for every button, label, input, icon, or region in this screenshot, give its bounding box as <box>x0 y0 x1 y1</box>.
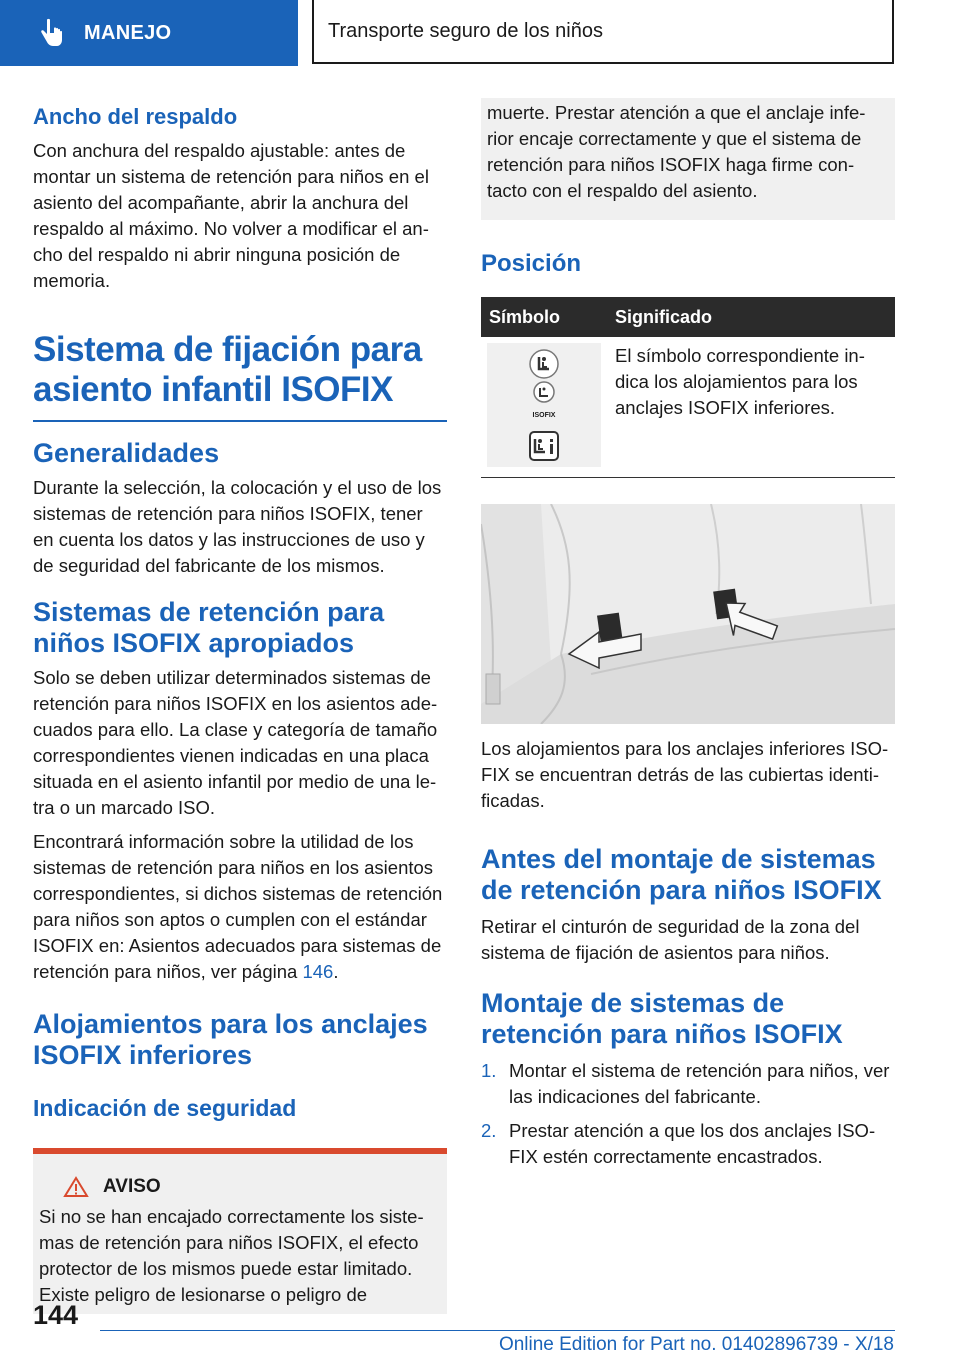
steps-list <box>481 1058 895 1170</box>
step-number: 1. <box>481 1060 497 1081</box>
steering-hand-icon <box>38 18 64 48</box>
warning-cont-text: muerte. Prestar atención a que el anclaje inferior encaje correctamente y que el sistema de retención para niños ISOFIX haga firme contacto con el respaldo del asiento. <box>487 102 866 201</box>
step-number: 2. <box>481 1120 497 1141</box>
list-item <box>481 1058 895 1110</box>
apropiados-text-1: Solo se deben utilizar determinados sistemas de retención para niños ISOFIX en los asientos adecuados para ello. La clase y categoría de tamaño correspondientes vienen indicadas en una placa situada en el asiento infantil por medio de una letra o un marcado ISO. <box>33 667 438 818</box>
heading-rule <box>33 420 447 422</box>
list-item <box>481 1118 895 1170</box>
antes-heading: Antes del montaje de sistemas de retención para niños ISOFIX <box>481 844 882 905</box>
generalidades-heading: Generalidades <box>33 438 220 468</box>
warning-label: AVISO <box>103 1176 161 1197</box>
section-tab[interactable] <box>0 0 298 66</box>
step-text: Montar el sistema de retención para niños, ver las indicaciones del fabricante. <box>509 1060 890 1107</box>
section-label: MANEJO <box>84 21 172 44</box>
montaje-heading: Montaje de sistemas de retención para niños ISOFIX <box>481 988 843 1049</box>
page-number: 144 <box>33 1300 79 1330</box>
isofix-symbol-label: ISOFIX <box>532 411 556 419</box>
ancho-heading: Ancho del respaldo <box>33 104 238 129</box>
edition-text: Online Edition for Part no. 01402896739 - X/18 <box>498 1334 894 1355</box>
symbol-meaning: El símbolo correspondiente indica los alojamientos para los anclajes ISOFIX inferiores. <box>607 337 895 478</box>
table-row <box>481 337 895 478</box>
left-column <box>33 98 447 1314</box>
col-header-meaning: Significado <box>607 297 895 337</box>
warning-box <box>33 1148 447 1314</box>
footer-rule <box>100 1330 895 1331</box>
posicion-heading: Posición <box>481 250 582 277</box>
warning-header <box>63 1176 435 1198</box>
apropiados-heading: Sistemas de retención para niños ISOFIX apropiados <box>33 597 385 658</box>
apropiados-text-2: Encontrará información sobre la utilidad de los sistemas de retención para niños en los asientos correspondientes, si dichos sistemas de retención para niños son aptos o cumplen con el estándar ISOFIX en: Asientos adecuados para sistemas de retención para niños, ver página 146. <box>33 831 443 982</box>
antes-text: Retirar el cinturón de seguridad de la zona del sistema de fijación de asientos para niños. <box>481 916 860 963</box>
isofix-anchor-icon <box>531 381 557 403</box>
seat-illustration <box>481 504 895 724</box>
right-column <box>481 98 895 1178</box>
alojamientos-heading: Alojamientos para los anclajes ISOFIX inferiores <box>33 1009 428 1070</box>
child-seat-info-icon <box>528 430 560 462</box>
warning-text: Si no se han encajado correctamente los sistemas de retención para niños ISOFIX, el efecto protector de los mismos puede estar limitado. Existe peligro de lesionarse o peligro de <box>39 1206 424 1305</box>
ancho-text: Con anchura del respaldo ajustable: antes de montar un sistema de retención para niños en el asiento del acompañante, abrir la anchura del respaldo al máximo. No volver a modificar el ancho del respaldo ni abrir ninguna posición de memoria. <box>33 140 429 291</box>
isofix-heading: Sistema de fijación para asiento infantil ISOFIX <box>33 330 422 409</box>
col-header-symbol: Símbolo <box>481 297 607 337</box>
page-title: Transporte seguro de los niños <box>312 0 894 64</box>
warning-continuation <box>481 98 895 220</box>
isofix-symbols <box>487 343 601 467</box>
seat-photo <box>481 504 895 724</box>
seguridad-heading: Indicación de seguridad <box>33 1095 297 1121</box>
step-text: Prestar atención a que los dos anclajes ISOFIX estén correctamente encastrados. <box>509 1120 876 1167</box>
symbol-table <box>481 297 895 478</box>
page-link[interactable]: 146 <box>302 961 334 982</box>
child-seat-icon <box>528 348 560 380</box>
photo-caption: Los alojamientos para los anclajes inferiores ISOFIX se encuentran detrás de las cubiertas identificadas. <box>481 738 889 811</box>
warning-triangle-icon <box>63 1176 89 1198</box>
generalidades-text: Durante la selección, la colocación y el uso de los sistemas de retención para niños ISOFIX, tener en cuenta los datos y las instrucciones de uso y de seguridad del fabricante de los mismos. <box>33 477 442 576</box>
